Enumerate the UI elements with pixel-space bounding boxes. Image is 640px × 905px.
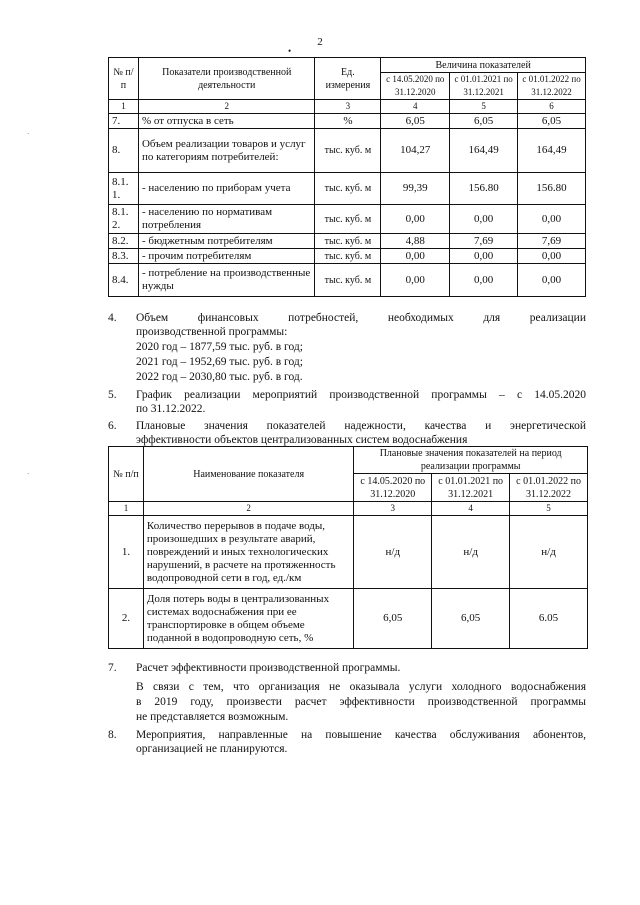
row-value: 6,05 bbox=[354, 589, 432, 649]
column-number: 1 bbox=[109, 502, 144, 516]
row-name: - бюджетным потребителям bbox=[138, 234, 315, 249]
header-period: с 01.01.2022 по 31.12.2022 bbox=[510, 474, 588, 502]
row-value: 7,69 bbox=[518, 234, 586, 249]
table-row bbox=[109, 589, 588, 649]
column-number: 2 bbox=[143, 502, 353, 516]
row-no: 8.2. bbox=[109, 234, 139, 249]
table-row bbox=[109, 114, 586, 129]
row-unit: тыс. куб. м bbox=[315, 173, 381, 205]
column-number: 4 bbox=[381, 100, 450, 114]
header-period: с 01.01.2021 по 31.12.2021 bbox=[432, 474, 510, 502]
row-value: 6,05 bbox=[450, 114, 518, 129]
header-values: Величина показателей bbox=[381, 58, 586, 73]
row-name: Доля потерь воды в централизованных системах водоснабжения при ее транспортировке в общем объеме поданной в водопроводную сеть, % bbox=[143, 589, 353, 649]
item-7-line-3: не представляется возможным. bbox=[136, 711, 289, 723]
table-row bbox=[109, 264, 586, 297]
row-name: % от отпуска в сеть bbox=[138, 114, 315, 129]
item-4-year-2020: 2020 год – 1877,59 тыс. руб. в год; bbox=[136, 341, 303, 353]
table-row bbox=[109, 516, 588, 589]
row-value: 104,27 bbox=[381, 129, 450, 173]
reliability-indicators-table bbox=[108, 446, 588, 649]
header-name: Наименование показателя bbox=[143, 447, 353, 502]
row-no: 8.1. 2. bbox=[109, 205, 139, 234]
table-row bbox=[109, 129, 586, 173]
item-4-line-2: производственной программы: bbox=[136, 326, 288, 338]
item-8-line-2: организацией не планируются. bbox=[136, 743, 288, 755]
item-8-number: 8. bbox=[108, 729, 117, 741]
column-number: 4 bbox=[432, 502, 510, 516]
item-6-line-1: Плановые значения показателей надежности, качества и энергетической bbox=[136, 420, 586, 432]
row-value: 0,00 bbox=[518, 264, 586, 297]
scan-speck: · bbox=[27, 130, 30, 138]
item-7-title: Расчет эффективности производственной программы. bbox=[136, 662, 401, 674]
row-no: 8.3. bbox=[109, 249, 139, 264]
page-mark: • bbox=[288, 46, 292, 56]
item-4-year-2021: 2021 год – 1952,69 тыс. руб. в год; bbox=[136, 356, 303, 368]
header-no: № п/п bbox=[109, 58, 139, 100]
row-value: 0,00 bbox=[518, 205, 586, 234]
row-value: н/д bbox=[432, 516, 510, 589]
row-value: 0,00 bbox=[450, 249, 518, 264]
table-row bbox=[109, 249, 586, 264]
row-unit: тыс. куб. м bbox=[315, 249, 381, 264]
item-8-line-1: Мероприятия, направленные на повышение качества обслуживания абонентов, bbox=[136, 729, 586, 741]
header-indicator: Показатели производственной деятельности bbox=[138, 58, 315, 100]
item-5-number: 5. bbox=[108, 389, 117, 401]
row-no: 2. bbox=[109, 589, 144, 649]
row-value: 164,49 bbox=[450, 129, 518, 173]
row-name: - населению по приборам учета bbox=[138, 173, 315, 205]
table-row bbox=[109, 173, 586, 205]
row-value: 156.80 bbox=[450, 173, 518, 205]
row-value: 156.80 bbox=[518, 173, 586, 205]
row-name: Количество перерывов в подаче воды, произошедших в результате аварий, повреждений и иных технологических нарушений, в расчете на протяженность водопроводной сети в год, ед./км bbox=[143, 516, 353, 589]
row-unit: тыс. куб. м bbox=[315, 234, 381, 249]
header-period: с 14.05.2020 по 31.12.2020 bbox=[354, 474, 432, 502]
column-number: 5 bbox=[450, 100, 518, 114]
item-7-line-2: в 2019 году, произвести расчет эффективности производственной программы bbox=[136, 696, 586, 708]
item-6-number: 6. bbox=[108, 420, 117, 432]
row-no: 1. bbox=[109, 516, 144, 589]
header-no: № п/п bbox=[109, 447, 144, 502]
row-name: - потребление на производственные нужды bbox=[138, 264, 315, 297]
row-no: 7. bbox=[109, 114, 139, 129]
item-7-line-1: В связи с тем, что организация не оказывала услуги холодного водоснабжения bbox=[136, 681, 586, 693]
row-value: 0,00 bbox=[381, 249, 450, 264]
column-number: 2 bbox=[138, 100, 315, 114]
row-value: 0,00 bbox=[450, 205, 518, 234]
header-unit: Ед. измерения bbox=[315, 58, 381, 100]
row-unit: тыс. куб. м bbox=[315, 205, 381, 234]
item-5-line-2: по 31.12.2022. bbox=[136, 403, 206, 415]
row-value: 6,05 bbox=[381, 114, 450, 129]
row-value: 99,39 bbox=[381, 173, 450, 205]
row-value: 4,88 bbox=[381, 234, 450, 249]
item-4-year-2022: 2022 год – 2030,80 тыс. руб. в год. bbox=[136, 371, 303, 383]
header-period: с 01.01.2021 по 31.12.2021 bbox=[450, 73, 518, 100]
table-row bbox=[109, 205, 586, 234]
row-no: 8. bbox=[109, 129, 139, 173]
column-number: 3 bbox=[354, 502, 432, 516]
page-number: 2 bbox=[317, 36, 323, 48]
row-value: 6.05 bbox=[510, 589, 588, 649]
row-value: 0,00 bbox=[381, 205, 450, 234]
row-value: 164,49 bbox=[518, 129, 586, 173]
column-number: 1 bbox=[109, 100, 139, 114]
row-value: 0,00 bbox=[518, 249, 586, 264]
row-name: - населению по нормативам потребления bbox=[138, 205, 315, 234]
column-number: 3 bbox=[315, 100, 381, 114]
item-6-line-2: эффективности объектов централизованных систем водоснабжения bbox=[136, 434, 468, 446]
production-indicators-table bbox=[108, 57, 586, 297]
row-no: 8.4. bbox=[109, 264, 139, 297]
scan-speck: · bbox=[27, 470, 30, 478]
row-name: - прочим потребителям bbox=[138, 249, 315, 264]
header-period: с 14.05.2020 по 31.12.2020 bbox=[381, 73, 450, 100]
table-row bbox=[109, 234, 586, 249]
row-value: н/д bbox=[354, 516, 432, 589]
row-value: 0,00 bbox=[450, 264, 518, 297]
item-4-line-1: Объем финансовых потребностей, необходимых для реализации bbox=[136, 312, 586, 324]
row-no: 8.1. 1. bbox=[109, 173, 139, 205]
row-value: 0,00 bbox=[381, 264, 450, 297]
item-4-number: 4. bbox=[108, 312, 117, 324]
item-5-line-1: График реализации мероприятий производственной программы – с 14.05.2020 bbox=[136, 389, 586, 401]
header-plan: Плановые значения показателей на период реализации программы bbox=[354, 447, 588, 474]
row-value: 7,69 bbox=[450, 234, 518, 249]
row-value: 6,05 bbox=[518, 114, 586, 129]
row-value: н/д bbox=[510, 516, 588, 589]
row-unit: тыс. куб. м bbox=[315, 129, 381, 173]
row-unit: % bbox=[315, 114, 381, 129]
column-number: 6 bbox=[518, 100, 586, 114]
row-name: Объем реализации товаров и услуг по категориям потребителей: bbox=[138, 129, 315, 173]
item-7-number: 7. bbox=[108, 662, 117, 674]
header-period: с 01.01.2022 по 31.12.2022 bbox=[518, 73, 586, 100]
row-unit: тыс. куб. м bbox=[315, 264, 381, 297]
row-value: 6,05 bbox=[432, 589, 510, 649]
column-number: 5 bbox=[510, 502, 588, 516]
